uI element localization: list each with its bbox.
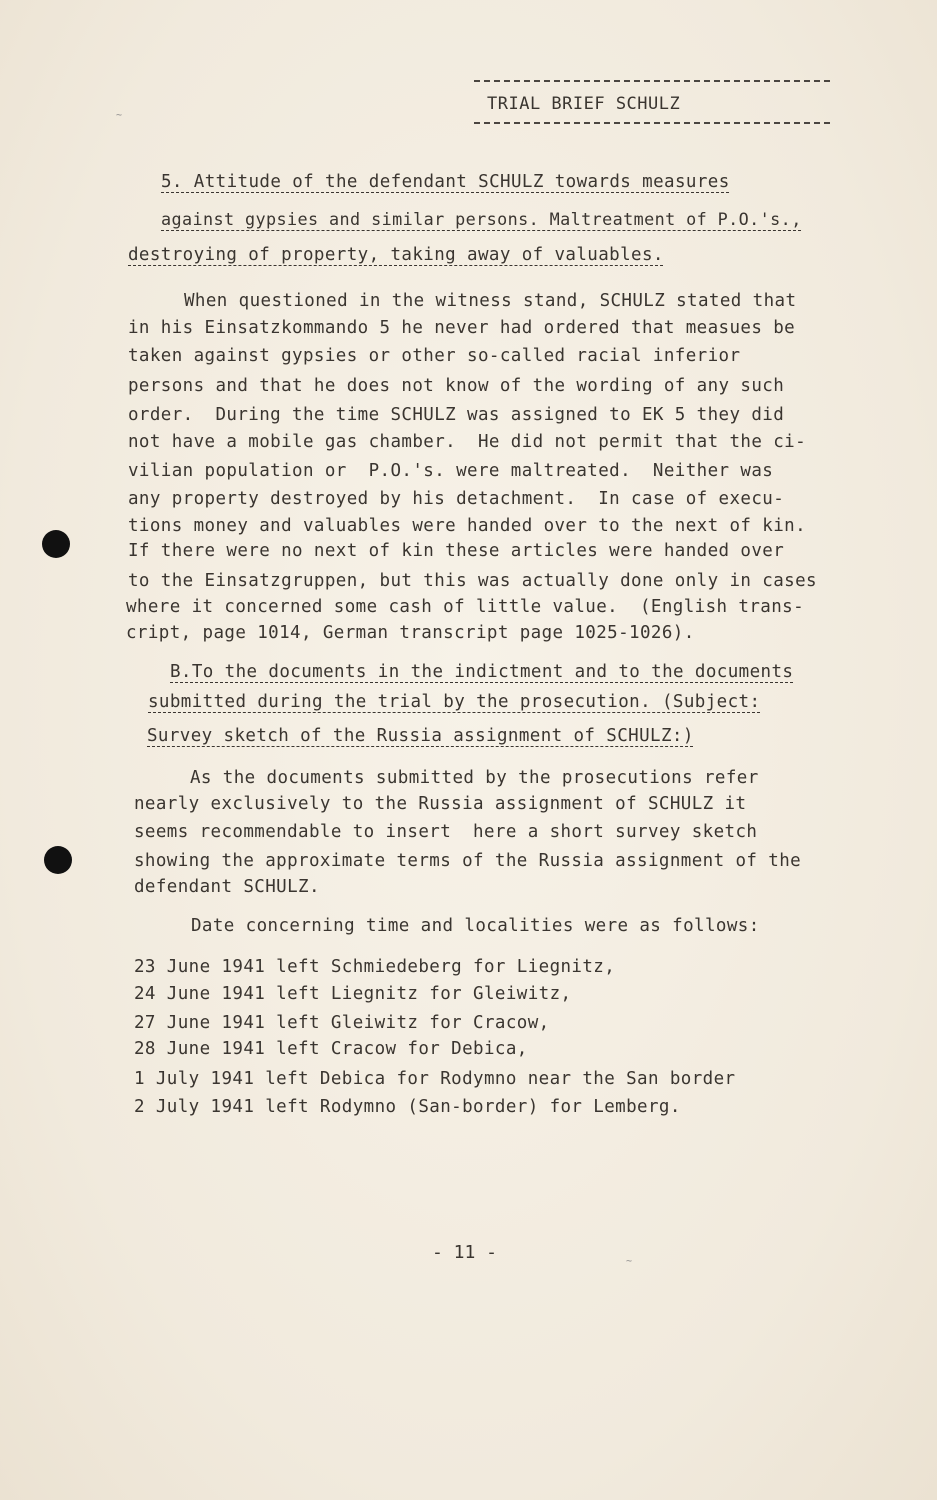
- section-5-body-line-4: persons and that he does not know of the wording of any such: [128, 376, 785, 396]
- section-b-heading-line-2: submitted during the trial by the prosecution. (Subject:: [148, 692, 761, 712]
- section-5-body-line-9: tions money and valuables were handed over to the next of kin.: [128, 516, 807, 536]
- section-5-body-line-5: order. During the time SCHULZ was assigned to EK 5 they did: [128, 405, 785, 425]
- section-b-body-line-2: nearly exclusively to the Russia assignment of SCHULZ it: [134, 794, 747, 814]
- section-5-body-line-2: in his Einsatzkommando 5 he never had ordered that measues be: [128, 318, 796, 338]
- section-5-body-line-6: not have a mobile gas chamber. He did not permit that the ci-: [128, 432, 807, 452]
- section-5-body-line-13: cript, page 1014, German transcript page 1025-1026).: [126, 623, 695, 643]
- section-5-body-line-11: to the Einsatzgruppen, but this was actually done only in cases: [128, 571, 817, 591]
- section-b-body-line-5: defendant SCHULZ.: [134, 877, 320, 897]
- section-5-heading-line-2: against gypsies and similar persons. Maltreatment of P.O.'s.,: [161, 209, 802, 229]
- itinerary-item: 1 July 1941 left Debica for Rodymno near the San border: [134, 1069, 736, 1089]
- section-5-body-line-12: where it concerned some cash of little value. (English trans-: [126, 597, 805, 617]
- itinerary-item: 24 June 1941 left Liegnitz for Gleiwitz,: [134, 984, 572, 1004]
- itinerary-item: 28 June 1941 left Cracow for Debica,: [134, 1039, 528, 1059]
- margin-mark: ~: [116, 110, 123, 121]
- header-rule-bottom: [474, 122, 830, 124]
- header-title: TRIAL BRIEF SCHULZ: [487, 94, 681, 114]
- section-b-heading-line-1: B.To the documents in the indictment and to the documents: [170, 662, 794, 682]
- section-b-body-line-1: As the documents submitted by the prosecutions refer: [190, 768, 759, 788]
- punch-hole-lower: [44, 846, 72, 874]
- section-5-body-line-8: any property destroyed by his detachment. In case of execu-: [128, 489, 785, 509]
- section-5-heading-line-1: 5. Attitude of the defendant SCHULZ towards measures: [161, 172, 730, 192]
- section-5-body-line-7: vilian population or P.O.'s. were maltreated. Neither was: [128, 461, 774, 481]
- page-number: - 11 -: [432, 1242, 498, 1263]
- section-5-heading-line-3: destroying of property, taking away of valuables.: [128, 245, 664, 265]
- section-b-heading-line-3: Survey sketch of the Russia assignment of SCHULZ:): [147, 726, 694, 746]
- section-b-body-line-4: showing the approximate terms of the Russia assignment of the: [134, 851, 802, 871]
- punch-hole-upper: [42, 530, 70, 558]
- section-b-body-line-3: seems recommendable to insert here a short survey sketch: [134, 822, 758, 842]
- header-rule-top: [474, 80, 830, 82]
- margin-mark-bottom: ~: [626, 1256, 633, 1267]
- section-5-body-line-3: taken against gypsies or other so-called racial inferior: [128, 346, 741, 366]
- itinerary-item: 2 July 1941 left Rodymno (San-border) for Lemberg.: [134, 1097, 681, 1117]
- section-5-body-line-1: When questioned in the witness stand, SCHULZ stated that: [184, 291, 797, 311]
- itinerary-item: 27 June 1941 left Gleiwitz for Cracow,: [134, 1013, 550, 1033]
- itinerary-item: 23 June 1941 left Schmiedeberg for Liegnitz,: [134, 957, 616, 977]
- section-5-body-line-10: If there were no next of kin these articles were handed over: [128, 541, 785, 561]
- dates-intro: Date concerning time and localities were as follows:: [191, 916, 760, 936]
